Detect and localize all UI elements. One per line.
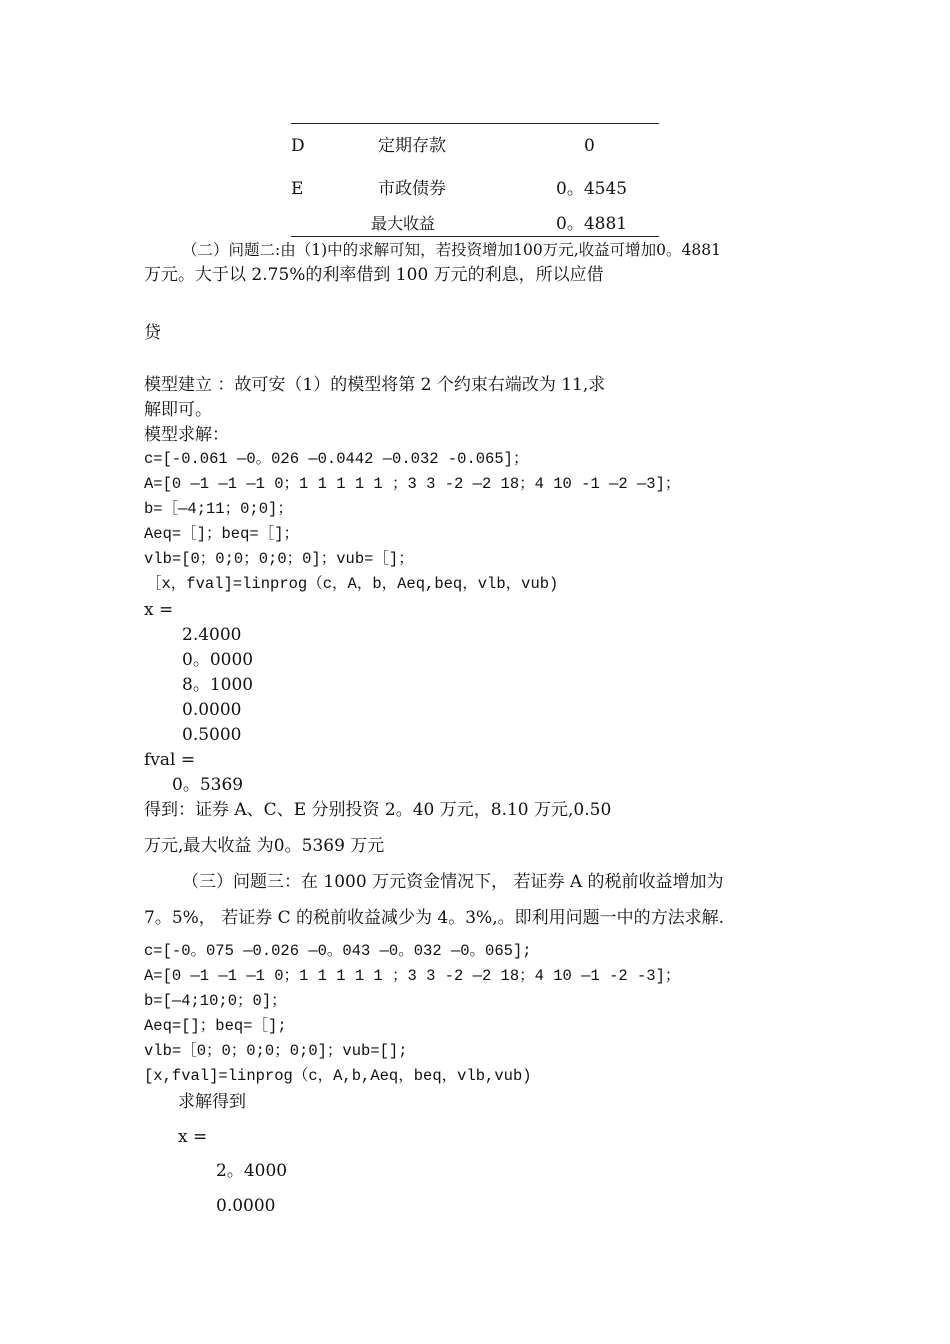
result-line: 得到：证券 A、C、E 分别投资 2。40 万元，8.10 万元,0.50 (144, 800, 612, 820)
code-line: vlb=［0；0；0;0；0;0]；vub=[]; (144, 1042, 408, 1060)
output-fval-label: fval = (144, 750, 196, 770)
paragraph-line: 万元。大于以 2.75%的利率借到 100 万元的利息，所以应借 (144, 265, 604, 285)
model-solve-heading: 模型求解： (144, 425, 229, 445)
table-bottom-rule (291, 236, 659, 237)
paragraph-problem-two: （二）问题二:由（1)中的求解可知，若投资增加100万元,收益可增加0。4881 (182, 241, 721, 259)
table-row-e-value: 0。4545 (556, 179, 628, 199)
code-line: A=[0 —1 —1 —1 0；1 1 1 1 1 ；3 3 -2 —2 18；4 10 —1 -2 -3]； (144, 967, 681, 985)
code-line: b=［—4;11；0;0]； (144, 500, 293, 518)
code-line: Aeq=［]；beq=［]； (144, 525, 300, 543)
table-row-d-code: D (291, 136, 305, 156)
table-total-value: 0。4881 (556, 214, 628, 234)
output-value: 0.0000 (216, 1196, 276, 1216)
code-line: ［x，fval]=linprog（c，A，b，Aeq,beq，vlb，vub) (146, 575, 559, 593)
output-value: 8。1000 (182, 675, 254, 695)
output-value: 2.4000 (182, 625, 242, 645)
table-top-rule (291, 123, 659, 124)
code-line: c=[-0。075 —0.026 —0。043 —0。032 —0。065]; (144, 942, 532, 960)
result-line: 万元,最大收益 为0。5369 万元 (144, 836, 385, 856)
output-x-label: x = (178, 1127, 208, 1147)
code-line: Aeq=[]；beq=［]; (144, 1017, 287, 1035)
paragraph-problem-three: （三）问题三：在 1000 万元资金情况下， 若证券 A 的税前收益增加为 (182, 872, 724, 892)
table-total-name: 最大收益 (371, 214, 436, 233)
solve-result-heading: 求解得到 (178, 1092, 246, 1112)
output-value: 0.0000 (182, 700, 242, 720)
table-row-d-name: 定期存款 (378, 136, 446, 156)
paragraph-line: 贷 (144, 323, 161, 343)
paragraph-line: 7。5%， 若证券 C 的税前收益减少为 4。3%,。即利用问题一中的方法求解. (144, 908, 724, 928)
output-x-label: x = (144, 600, 174, 620)
model-build-line: 模型建立 ：故可安（1）的模型将第 2 个约束右端改为 11,求 (144, 375, 606, 395)
code-line: vlb=[0；0;0；0;0；0]；vub=［]； (144, 550, 414, 568)
code-line: c=[-0.061 —0。026 —0.0442 —0.032 -0.065]； (144, 450, 529, 468)
paragraph-line: 解即可。 (144, 400, 212, 420)
output-value: 0。5369 (172, 775, 244, 795)
code-line: A=[0 —1 —1 —1 0；1 1 1 1 1 ；3 3 -2 —2 18；4 10 -1 —2 —3]； (144, 475, 681, 493)
table-row-e-code: E (291, 179, 304, 199)
table-row-e-name: 市政债券 (378, 179, 446, 199)
table-row-d-value: 0 (584, 136, 595, 156)
output-value: 2。4000 (216, 1161, 288, 1181)
code-line: b=[—4;10;0；0]； (144, 992, 287, 1010)
code-line: [x,fval]=linprog（c，A,b,Aeq，beq，vlb,vub) (144, 1067, 532, 1085)
output-value: 0.5000 (182, 725, 242, 745)
output-value: 0。0000 (182, 650, 254, 670)
